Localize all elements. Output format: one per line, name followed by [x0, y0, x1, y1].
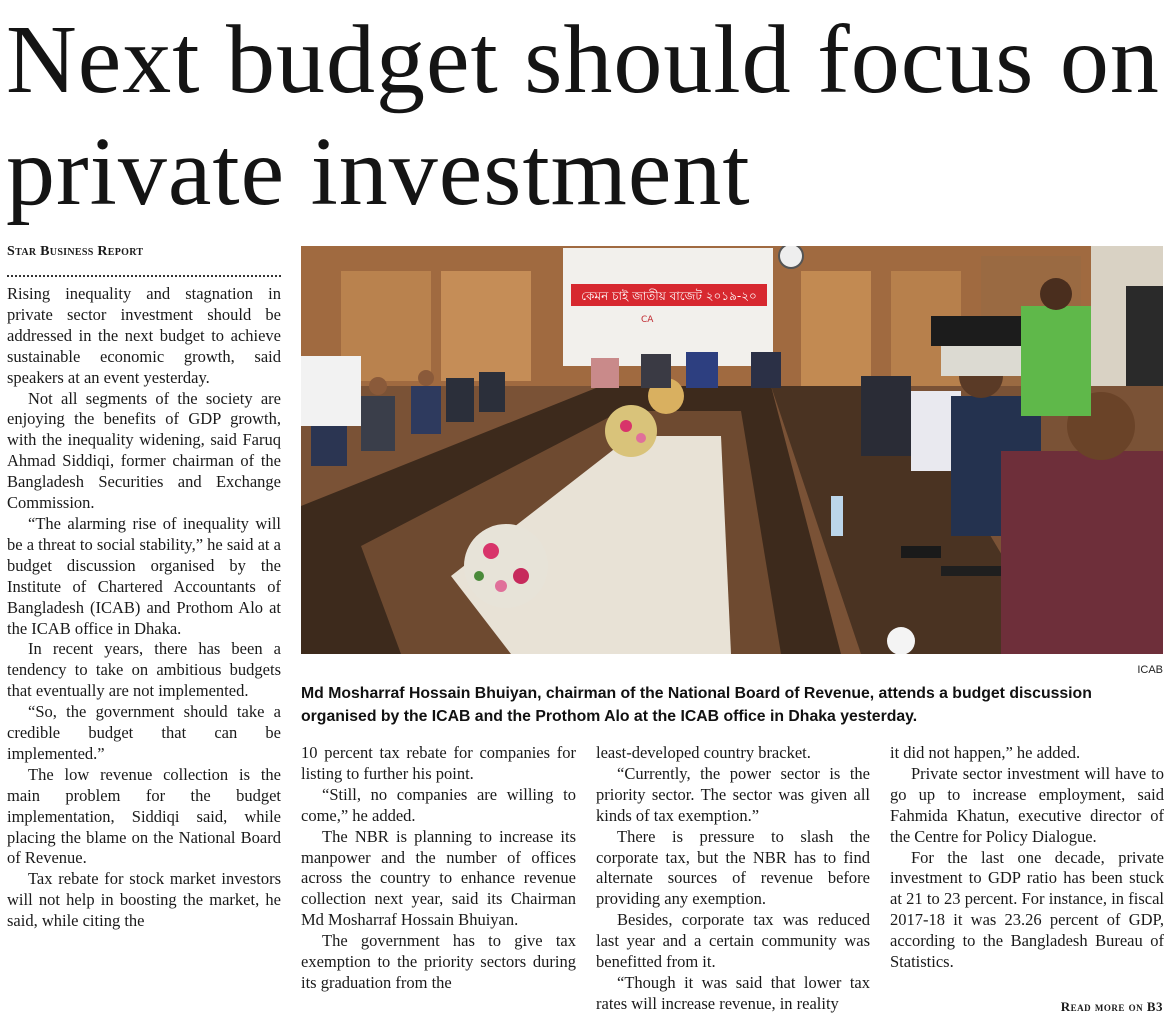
paragraph: least-developed country bracket.: [596, 743, 811, 762]
article-column-1: [7, 284, 281, 932]
paragraph: In recent years, there has been a tendency to take on ambitious budgets that eventually are not implemented.: [7, 639, 281, 701]
paragraph: The government has to give tax exemption to the priority sectors during its graduation from the: [301, 931, 576, 992]
paragraph: 10 percent tax rebate for companies for listing to further his point.: [301, 743, 576, 783]
paragraph: The NBR is planning to increase its manpower and the number of offices across the country to enhance revenue collection next year, said its Chairman Md Mosharraf Hossain Bhuiyan.: [301, 826, 576, 930]
article-column-3: [596, 743, 870, 1015]
paragraph: For the last one decade, private investment to GDP ratio has been stuck at 21 to 23 percent. For instance, in fiscal 2017-18 it was 23.26 percent of GDP, according to the Bangladesh Bureau of Statistics.: [890, 847, 1164, 972]
article-column-4: [890, 743, 1164, 973]
headline: Next budget should focus on private investment: [6, 6, 1160, 226]
paragraph: “Still, no companies are willing to come,” he added.: [301, 784, 576, 825]
paragraph: There is pressure to slash the corporate tax, but the NBR has to find alternate sources of revenue before providing any exemption.: [596, 826, 870, 909]
paragraph: Besides, corporate tax was reduced last year and a certain community was benefitted from it.: [596, 910, 870, 972]
paragraph: Rising inequality and stagnation in private sector investment should be addressed in the next budget to achieve sustainable economic growth, said speakers at an event yesterday.: [7, 284, 281, 387]
svg-text:CA: CA: [641, 315, 654, 325]
news-photo: [301, 246, 1163, 654]
paragraph: Not all segments of the society are enjoying the benefits of GDP growth, with the inequality widening, said Faruq Ahmad Siddiqi, former chairman of the Bangladesh Securities and Exchange Commission.: [7, 388, 281, 513]
paragraph: “Currently, the power sector is the priority sector. The sector was given all kinds of tax exemption.”: [596, 763, 870, 825]
paragraph: Private sector investment will have to go up to increase employment, said Fahmida Khatun, executive director of the Centre for Policy Dialogue.: [890, 763, 1164, 846]
photo-credit: ICAB: [1137, 664, 1163, 676]
paragraph: The low revenue collection is the main problem for the budget implementation, Siddiqi said, while placing the blame on the National Board of Revenue.: [7, 764, 281, 868]
paragraph: “So, the government should take a credible budget that can be implemented.”: [7, 702, 281, 763]
byline-divider: [7, 275, 281, 277]
read-more-link[interactable]: Read more on B3: [1060, 999, 1163, 1014]
paragraph: Tax rebate for stock market investors will not help in boosting the market, he said, while citing the: [7, 869, 281, 931]
photo-caption: Md Mosharraf Hossain Bhuiyan, chairman of the National Board of Revenue, attends a budget discussion organised by the ICAB and the Prothom Alo at the ICAB office in Dhaka yesterday.: [301, 685, 1092, 725]
paragraph: it did not happen,” he added.: [890, 743, 1081, 762]
banner-text: কেমন চাই জাতীয় বাজেট ২০১৯-২০: [581, 289, 757, 303]
byline: Star Business Report: [7, 244, 144, 259]
paragraph: “Though it was said that lower tax rates will increase revenue, in reality: [596, 972, 870, 1013]
paragraph: “The alarming rise of inequality will be a threat to social stability,” he said at a budget discussion organised by the Institute of Chartered Accountants of Bangladesh (ICAB) and Prothom Alo at the ICAB office in Dhaka.: [7, 513, 281, 638]
article-column-2: [301, 743, 576, 994]
